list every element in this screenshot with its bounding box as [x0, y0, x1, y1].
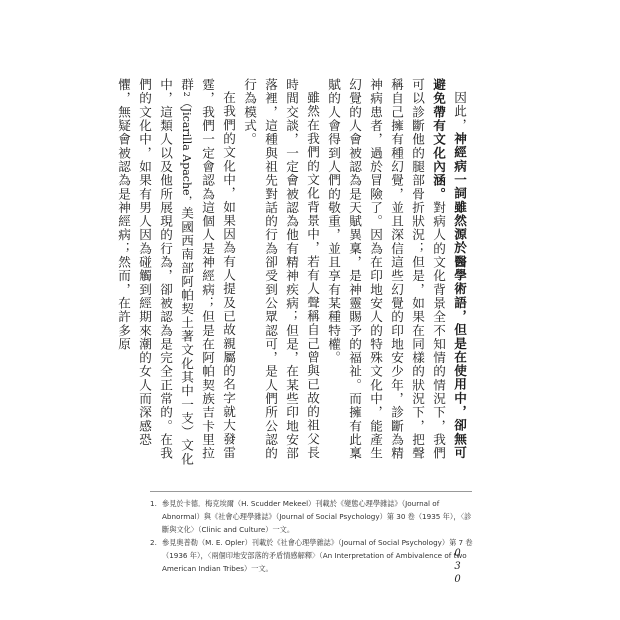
paragraph-1-lead: 因此，	[452, 90, 467, 132]
page-number: 030	[452, 548, 463, 587]
paragraph-1-rest: 對病人的文化背景全不知情的情況下，我們可以診斷他的腿部骨折狀況；但是，如果在同樣的狀況下，把聲稱自己擁有種幻覺，並且深信這些幻覺的印地安少年，診斷為精神病患者，過於冒險了。因為在印地安人的特殊文化中，能產生幻覺的人會被認為是天賦異稟，是神靈賜予的福祉。而擁有此稟賦的人會得到人們的敬重，並且享有某種特權。	[326, 78, 446, 461]
footnote-divider	[150, 491, 472, 492]
footnote-number: 1.	[150, 499, 157, 508]
footnote-number: 2.	[150, 538, 157, 547]
footnote-reference-2[interactable]: 2	[182, 91, 191, 97]
footnote-text: 參見奧普勒（M. E. Opler）刊載於《社會心理學雜誌》（Journal of Social Psychology）第 7 卷（1936 年），〈兩個印地安部落的矛盾情感解釋〉（An Interpretation of Ambivalence of two American Indian Tribes）一文。	[162, 538, 473, 573]
footnote-text: 參見於卡德．梅克埃爾（H. Scudder Mekeel）刊載於《變態心理學雜誌》（Journal of Abnormal）與《社會心理學雜誌》（Journal of Social Psychology）第 30 卷（1935 年），〈診斷與文化〉（Clinic and Culture）一文。	[162, 499, 472, 534]
latin-term-jicarilla: （Jicarilla Apache，	[180, 96, 193, 207]
footnote-1	[150, 497, 476, 536]
paragraph-3-end: 美國西南部阿帕契土著文化其中一支）文化中，這類人以及他所展現的行為，卻被認為是完全正常的。在我們的文化中，如果有男人因為碰觸到經期來潮的女人而深感恐懼，無疑會被認為是神經病；然而，在許多原	[116, 78, 194, 466]
paragraph-3-start: 在我們的文化中，如果因為有人提及已故親屬的名字就大發雷霆，我們一定會認為這個人是神經病；但是在阿帕契族吉卡里拉群	[179, 78, 236, 461]
paragraph-1	[323, 78, 470, 470]
vertical-body-text	[116, 78, 470, 470]
paragraph-3	[113, 78, 239, 470]
footnotes	[150, 497, 476, 575]
paragraph-2: 雖然在我們的文化背景中，若有人聲稱自己曾與已故的祖父長時間交談，一定會被認為他有精神疾病；但是，在某些印地安部落裡，這種與祖先對話的行為卻受到公眾認可，是人們所公認的行為模式。	[242, 78, 320, 461]
bold-thesis-sentence: 神經病一詞雖然源於醫學術語，但是在使用中，卻無可避免帶有文化內涵。	[431, 78, 467, 460]
footnote-2	[150, 536, 476, 575]
